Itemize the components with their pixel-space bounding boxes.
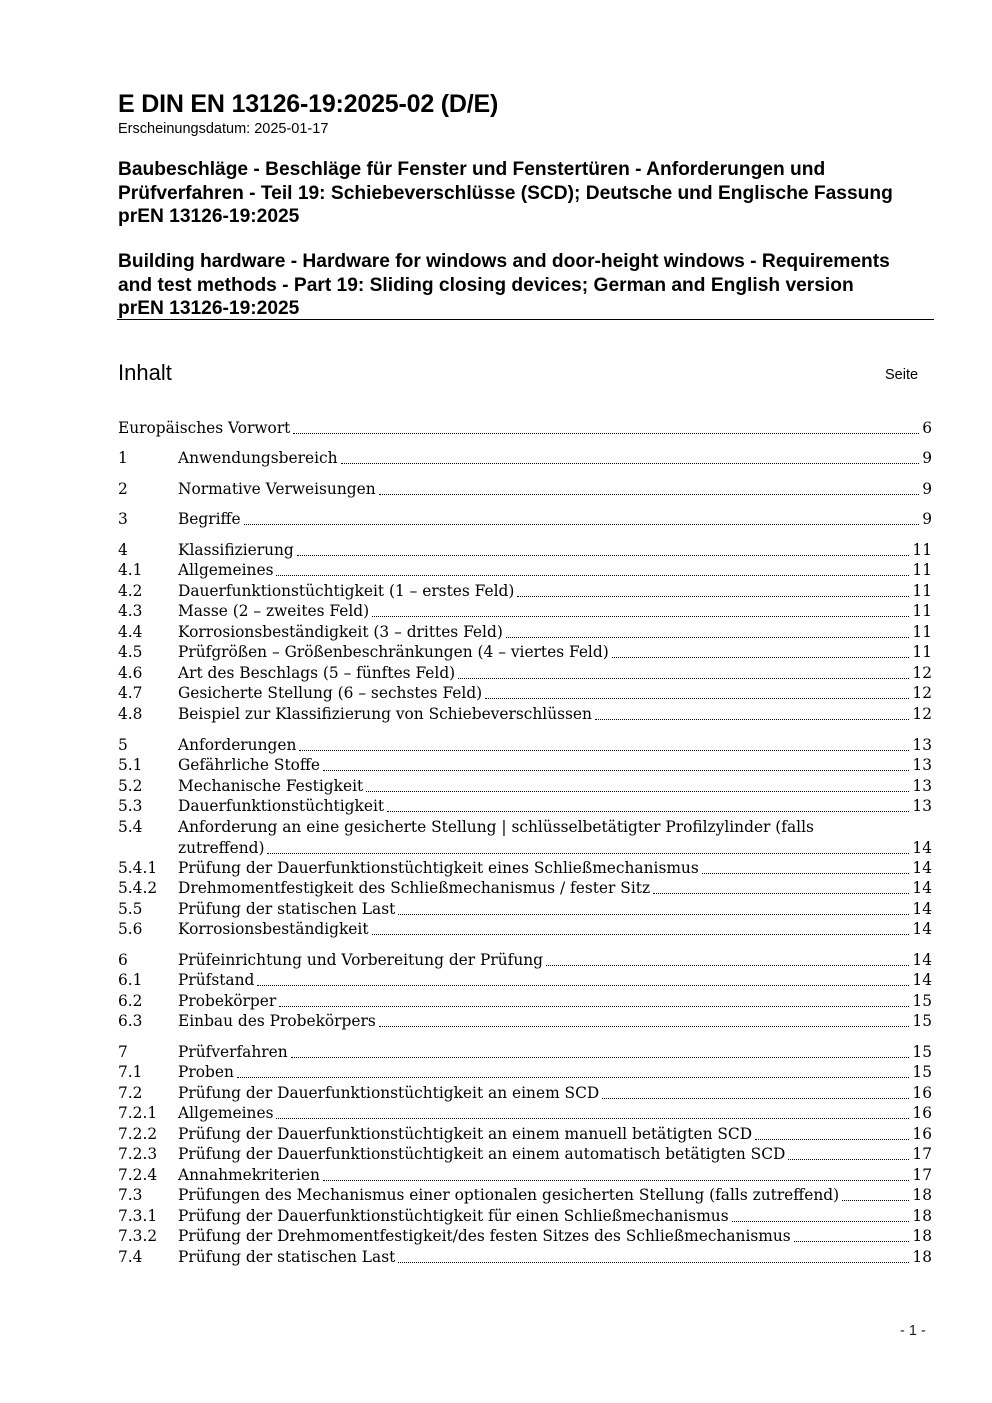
toc-entry-page: 14: [912, 838, 932, 857]
toc-dot-leader: [398, 914, 909, 915]
toc-entry-number: 7.2.2: [118, 1125, 158, 1143]
title-german-line: prEN 13126-19:2025: [118, 206, 300, 227]
toc-entry-page: 9: [922, 510, 932, 528]
toc-entry-title: Dauerfunktionstüchtigkeit: [178, 797, 385, 815]
toc-entry-number: 4.4: [118, 623, 143, 641]
toc-entry-title: Prüfstand: [178, 971, 255, 989]
title-german: [118, 158, 948, 229]
toc-dot-leader: [398, 1262, 909, 1263]
toc-entry-page: 11: [912, 582, 932, 600]
toc-entry-number: 7: [118, 1043, 128, 1061]
toc-entry-page: 14: [912, 879, 932, 897]
toc-dot-leader: [237, 1077, 909, 1078]
title-english: [118, 250, 948, 321]
toc-entry-title: Prüfung der Dauerfunktionstüchtigkeit an einem SCD: [178, 1084, 600, 1102]
toc-dot-leader: [379, 494, 919, 495]
toc-entry-page: 16: [912, 1084, 932, 1102]
toc-entry-number: 7.1: [118, 1063, 143, 1081]
toc-dot-leader: [732, 1221, 909, 1222]
toc-dot-leader: [612, 657, 909, 658]
toc-entry-title: Begriffe: [178, 510, 241, 528]
toc-entry-title: Prüfung der Dauerfunktionstüchtigkeit eines Schließmechanismus: [178, 859, 699, 877]
toc-entry-page: 15: [912, 1063, 932, 1081]
toc-entry-title: Anforderung an eine gesicherte Stellung | schlüsselbetätigter Profilzylinder (falls: [178, 818, 814, 836]
toc-entry-number: 7.2: [118, 1084, 143, 1102]
toc-dot-leader: [842, 1200, 909, 1201]
toc-entry-number: 2: [118, 480, 128, 498]
toc-entry-page: 9: [922, 480, 932, 498]
toc-entry-title: Probekörper: [178, 992, 277, 1010]
toc-dot-leader: [506, 637, 909, 638]
toc-entry-number: 5.4.2: [118, 879, 158, 897]
toc-entry-number: 5.2: [118, 777, 143, 795]
toc-dot-leader: [653, 893, 909, 894]
publication-date: Erscheinungsdatum: 2025-01-17: [118, 121, 329, 137]
toc-entry-title: Art des Beschlags (5 – fünftes Feld): [178, 664, 456, 682]
toc-dot-leader: [372, 616, 909, 617]
toc-entry-title: Prüfverfahren: [178, 1043, 288, 1061]
title-english-line: prEN 13126-19:2025: [118, 298, 300, 319]
toc-entry-page: 12: [912, 664, 932, 682]
toc-dot-leader: [276, 575, 909, 576]
toc-dot-leader: [293, 433, 919, 434]
title-english-line: and test methods - Part 19: Sliding closing devices; German and English version: [118, 274, 854, 296]
toc-dot-leader: [794, 1241, 909, 1242]
toc-entry-page: 14: [912, 920, 932, 938]
toc-entry-number: 5.4.1: [118, 859, 158, 877]
toc-entry-page: 13: [912, 797, 932, 815]
page-number: - 1 -: [900, 1323, 926, 1339]
toc-entry-number: 4.6: [118, 664, 143, 682]
title-divider: [117, 319, 934, 320]
toc-dot-leader: [517, 596, 909, 597]
toc-dot-leader: [458, 678, 909, 679]
toc-entry-page: 13: [912, 777, 932, 795]
toc-dot-leader: [546, 965, 909, 966]
toc-entry-title: Normative Verweisungen: [178, 480, 376, 498]
title-german-line: Baubeschläge - Beschläge für Fenster und Fenstertüren - Anforderungen und: [118, 159, 826, 180]
toc-dot-leader: [299, 750, 909, 751]
toc-entry-title: Prüfeinrichtung und Vorbereitung der Prüfung: [178, 951, 544, 969]
toc-entry-page: 11: [912, 643, 932, 661]
toc-entry-page: 11: [912, 561, 932, 579]
toc-entry-title: Allgemeines: [178, 561, 274, 579]
toc-entry-page: 18: [912, 1248, 932, 1266]
toc-entry-number: 5.6: [118, 920, 143, 938]
toc-entry-page: 13: [912, 736, 932, 754]
toc-entry-page: 17: [912, 1166, 932, 1184]
toc-entry-title: Prüfung der Drehmomentfestigkeit/des festen Sitzes des Schließmechanismus: [178, 1227, 791, 1245]
toc-dot-leader: [595, 719, 909, 720]
toc-heading: Inhalt: [118, 360, 172, 385]
toc-entry-title: Prüfungen des Mechanismus einer optionalen gesicherten Stellung (falls zutreffend): [178, 1186, 840, 1204]
toc-entry-title: Proben: [178, 1063, 234, 1081]
toc-entry-title: Masse (2 – zweites Feld): [178, 602, 370, 620]
toc-entry-number: 6: [118, 951, 128, 969]
toc-entry-title: Klassifizierung: [178, 541, 294, 559]
toc-dot-leader: [602, 1098, 909, 1099]
toc-entry-title: Drehmomentfestigkeit des Schließmechanismus / fester Sitz: [178, 879, 651, 897]
toc-entry-title: Anwendungsbereich: [178, 449, 338, 467]
toc-entry-number: 4.7: [118, 684, 143, 702]
toc-dot-leader: [297, 555, 909, 556]
toc-dot-leader: [244, 524, 919, 525]
toc-dot-leader: [257, 985, 909, 986]
toc-entry-number: 7.3.2: [118, 1227, 158, 1245]
toc-dot-leader: [702, 873, 909, 874]
toc-entry-page: 18: [912, 1186, 932, 1204]
toc-entry-page: 12: [912, 705, 932, 723]
toc-entry-number: 5.4: [118, 818, 143, 836]
toc-entry-title: Prüfung der Dauerfunktionstüchtigkeit für einen Schließmechanismus: [178, 1207, 729, 1225]
toc-dot-leader: [341, 463, 919, 464]
toc-entry-number: 4.1: [118, 561, 143, 579]
toc-entry-number: 6.2: [118, 992, 143, 1010]
toc-entry-page: 14: [912, 900, 932, 918]
toc-entry-title: Prüfung der Dauerfunktionstüchtigkeit an einem manuell betätigten SCD: [178, 1125, 753, 1143]
toc-dot-leader: [485, 698, 909, 699]
toc-entry-title: Anforderungen: [178, 736, 297, 754]
toc-entry-page: 15: [912, 1043, 932, 1061]
toc-entry-page: 6: [922, 419, 932, 437]
toc-dot-leader: [788, 1159, 909, 1160]
toc-entry-title: Mechanische Festigkeit: [178, 777, 364, 795]
toc-entry-page: 18: [912, 1207, 932, 1225]
toc-entry-number: 7.2.1: [118, 1104, 158, 1122]
toc-entry-number: 6.1: [118, 971, 143, 989]
toc-entry-title: Gefährliche Stoffe: [178, 756, 320, 774]
toc-entry-title: Prüfgrößen – Größenbeschränkungen (4 – viertes Feld): [178, 643, 609, 661]
toc-entry-title: Prüfung der statischen Last: [178, 1248, 396, 1266]
toc-dot-leader: [323, 770, 909, 771]
toc-entry-number: 5: [118, 736, 128, 754]
toc-entry-title: Dauerfunktionstüchtigkeit (1 – erstes Feld): [178, 582, 515, 600]
toc-dot-leader: [387, 811, 909, 812]
toc-entry-number: 7.3.1: [118, 1207, 158, 1225]
toc-entry-page: 12: [912, 684, 932, 702]
toc-entry-page: 14: [912, 859, 932, 877]
toc-dot-leader: [276, 1118, 909, 1119]
document-code: E DIN EN 13126-19:2025-02 (D/E): [118, 90, 499, 118]
toc-entry-page: 16: [912, 1104, 932, 1122]
toc-entry-title: Allgemeines: [178, 1104, 274, 1122]
toc-entry-page: 17: [912, 1145, 932, 1163]
toc-entry-number: 4.3: [118, 602, 143, 620]
toc-dot-leader: [291, 1057, 909, 1058]
toc-entry-page: 16: [912, 1125, 932, 1143]
toc-entry-page: 15: [912, 992, 932, 1010]
toc-dot-leader: [323, 1180, 909, 1181]
toc-entry-number: 4.2: [118, 582, 143, 600]
toc-entry-title: Einbau des Probekörpers: [178, 1012, 376, 1030]
toc-dot-leader: [366, 791, 909, 792]
toc-entry-number: 5.1: [118, 756, 143, 774]
toc-entry-number: 5.3: [118, 797, 143, 815]
toc-dot-leader: [379, 1026, 909, 1027]
toc-page-label: Seite: [885, 367, 919, 383]
toc-entry-title: Korrosionsbeständigkeit (3 – drittes Feld): [178, 623, 503, 641]
toc-dot-leader: [755, 1139, 909, 1140]
toc-entry-title: Prüfung der Dauerfunktionstüchtigkeit an einem automatisch betätigten SCD: [178, 1145, 786, 1163]
toc-entry-page: 14: [912, 951, 932, 969]
toc-entry-number: 6.3: [118, 1012, 143, 1030]
toc-entry-page: 18: [912, 1227, 932, 1245]
toc-entry-number: 7.2.4: [118, 1166, 158, 1184]
toc-entry-page: 13: [912, 756, 932, 774]
toc-entry-page: 14: [912, 971, 932, 989]
toc-entry-number: 7.2.3: [118, 1145, 158, 1163]
toc-entry-number: 7.4: [118, 1248, 143, 1266]
toc-entry-title: Korrosionsbeständigkeit: [178, 920, 369, 938]
toc-entry-title-continued: zutreffend): [178, 838, 265, 857]
toc-entry-title: Prüfung der statischen Last: [178, 900, 396, 918]
toc-entry-page: 11: [912, 602, 932, 620]
toc-dot-leader: [279, 1006, 909, 1007]
toc-entry-title: Europäisches Vorwort: [118, 419, 291, 437]
toc-entry-number: 5.5: [118, 900, 143, 918]
toc-entry-number: 7.3: [118, 1186, 143, 1204]
toc-entry-title: Gesicherte Stellung (6 – sechstes Feld): [178, 684, 483, 702]
title-english-line: Building hardware - Hardware for windows and door-height windows - Requirements: [118, 251, 890, 272]
toc-entry-number: 4.5: [118, 643, 143, 661]
toc-entry-page: 11: [912, 623, 932, 641]
toc-dot-leader: [372, 934, 909, 935]
toc-entry-title: Beispiel zur Klassifizierung von Schiebeverschlüssen: [178, 705, 592, 723]
toc-entry-page: 15: [912, 1012, 932, 1030]
toc-entry-number: 4: [118, 541, 128, 559]
toc-entry-page: 11: [912, 541, 932, 559]
title-german-line: Prüfverfahren - Teil 19: Schiebeverschlüsse (SCD); Deutsche und Englische Fassung: [118, 182, 893, 204]
toc-entry-number: 1: [118, 449, 128, 467]
toc-entry-number: 3: [118, 510, 128, 528]
toc-dot-leader: [267, 853, 909, 854]
toc-entry-page: 9: [922, 449, 932, 467]
toc-entry-number: 4.8: [118, 705, 143, 723]
toc-entry-title: Annahmekriterien: [178, 1166, 320, 1184]
